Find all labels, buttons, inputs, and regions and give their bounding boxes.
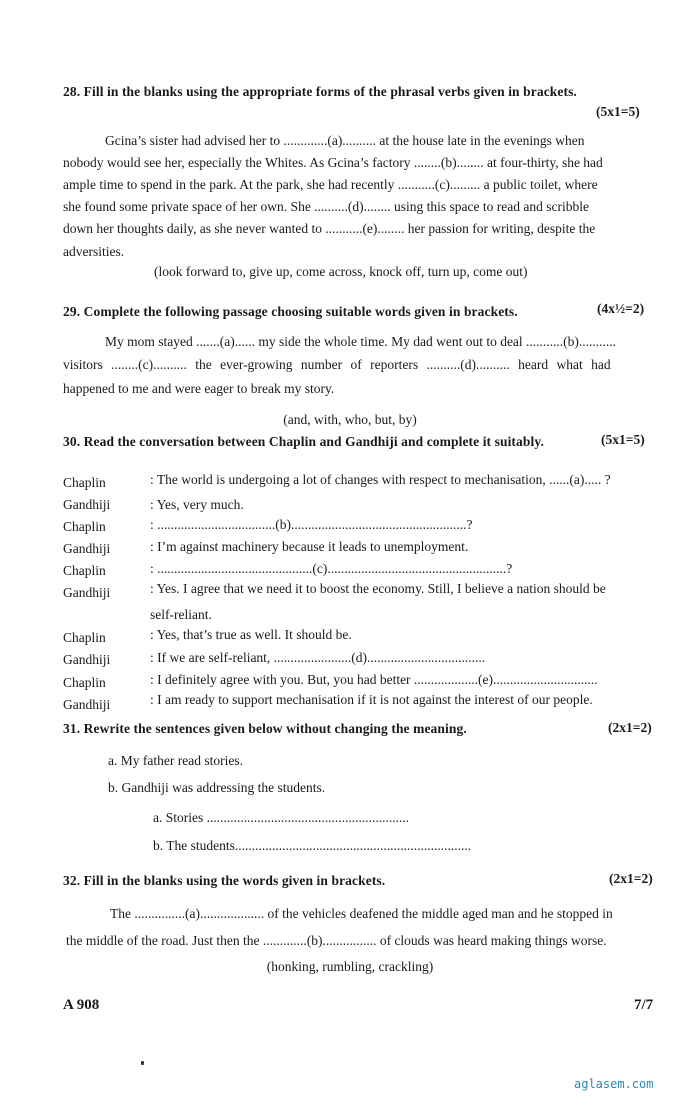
q29-heading: 29. Complete the following passage choosing suitable words given in brackets. bbox=[63, 304, 518, 319]
q30-speech-8: : Yes, that’s true as well. It should be. bbox=[150, 627, 352, 642]
q30-speaker-3: Chaplin bbox=[63, 519, 106, 534]
q31-heading: 31. Rewrite the sentences given below without changing the meaning. bbox=[63, 721, 467, 736]
q28-line-4: she found some private space of her own. She ..........(d)........ using this space to read and scribble bbox=[63, 199, 589, 214]
q32-line-2: the middle of the road. Just then the .............(b)................ of clouds was heard making things worse. bbox=[66, 933, 607, 948]
q30-speech-5: : ..............................................(c).....................................................? bbox=[150, 561, 513, 576]
q28-marks: (5x1=5) bbox=[596, 104, 640, 119]
q30-speaker-8: Chaplin bbox=[63, 630, 106, 645]
q30-speaker-2: Gandhiji bbox=[63, 497, 111, 512]
q30-speaker-10: Chaplin bbox=[63, 675, 106, 690]
watermark: aglasem.com bbox=[574, 1077, 654, 1091]
q30-speaker-11: Gandhiji bbox=[63, 697, 111, 712]
q28-line-6: adversities. bbox=[63, 244, 125, 259]
q31-item-b: b. Gandhiji was addressing the students. bbox=[108, 780, 326, 795]
q30-speech-11: : I am ready to support mechanisation if it is not against the interest of our people. bbox=[150, 692, 593, 707]
q31-marks: (2x1=2) bbox=[608, 720, 652, 735]
ink-speck bbox=[141, 1061, 144, 1065]
q28-heading: 28. Fill in the blanks using the appropriate forms of the phrasal verbs given in brackets. bbox=[63, 84, 577, 99]
q29-line-2: visitors ........(c).......... the ever-growing number of reporters ..........(d).......... heard what had bbox=[63, 357, 611, 372]
q28-line-3: ample time to spend in the park. At the park, she had recently ...........(c)......... a public toilet, where bbox=[63, 177, 598, 192]
q32-line-1: The ...............(a)................... of the vehicles deafened the middle aged man and he stopped in bbox=[110, 906, 613, 921]
q30-speaker-1: Chaplin bbox=[63, 475, 106, 490]
q30-speech-1: : The world is undergoing a lot of changes with respect to mechanisation, ......(a)..... ? bbox=[150, 472, 611, 487]
q28-options: (look forward to, give up, come across, knock off, turn up, come out) bbox=[154, 264, 528, 279]
q31-answer-b: b. The students...................................................................... bbox=[153, 838, 472, 853]
q28-line-1: Gcina’s sister had advised her to .............(a).......... at the house late in the evenings when bbox=[105, 133, 585, 148]
q29-options: (and, with, who, but, by) bbox=[283, 412, 417, 427]
q30-speech-3: : ...................................(b)....................................................? bbox=[150, 517, 473, 532]
q29-line-3: happened to me and were eager to break my story. bbox=[63, 381, 335, 396]
q30-speaker-6: Gandhiji bbox=[63, 585, 111, 600]
paper-code: A 908 bbox=[63, 997, 100, 1013]
q30-speech-2: : Yes, very much. bbox=[150, 497, 244, 512]
q30-speech-6: : Yes. I agree that we need it to boost the economy. Still, I believe a nation should be bbox=[150, 581, 606, 596]
q32-options: (honking, rumbling, crackling) bbox=[266, 959, 434, 974]
page-number: 7/7 bbox=[634, 997, 654, 1013]
q30-speech-4: : I’m against machinery because it leads to unemployment. bbox=[150, 539, 469, 554]
q30-speaker-5: Chaplin bbox=[63, 563, 106, 578]
q28-line-2: nobody would see her, especially the Whites. As Gcina’s factory ........(b)........ at four-thirty, she had bbox=[63, 155, 603, 170]
q30-speaker-9: Gandhiji bbox=[63, 652, 111, 667]
q30-marks: (5x1=5) bbox=[601, 432, 645, 447]
q31-item-a: a. My father read stories. bbox=[108, 753, 243, 768]
q29-marks: (4x½=2) bbox=[597, 301, 645, 316]
q30-speech-10: : I definitely agree with you. But, you had better ...................(e)............................... bbox=[150, 672, 598, 687]
q32-marks: (2x1=2) bbox=[609, 871, 653, 886]
q30-speech-6-cont: self-reliant. bbox=[150, 607, 212, 622]
q28-line-5: down her thoughts daily, as she never wanted to ...........(e)........ her passion for writing, despite the bbox=[63, 221, 596, 236]
q30-speaker-4: Gandhiji bbox=[63, 541, 111, 556]
q30-speech-9: : If we are self-reliant, .......................(d)................................... bbox=[150, 650, 486, 665]
q29-line-1: My mom stayed .......(a)...... my side the whole time. My dad went out to deal ...........(b)........... bbox=[105, 334, 617, 349]
q30-heading: 30. Read the conversation between Chaplin and Gandhiji and complete it suitably. bbox=[63, 434, 544, 449]
q32-heading: 32. Fill in the blanks using the words given in brackets. bbox=[63, 873, 386, 888]
q31-answer-a: a. Stories ............................................................ bbox=[153, 810, 410, 825]
